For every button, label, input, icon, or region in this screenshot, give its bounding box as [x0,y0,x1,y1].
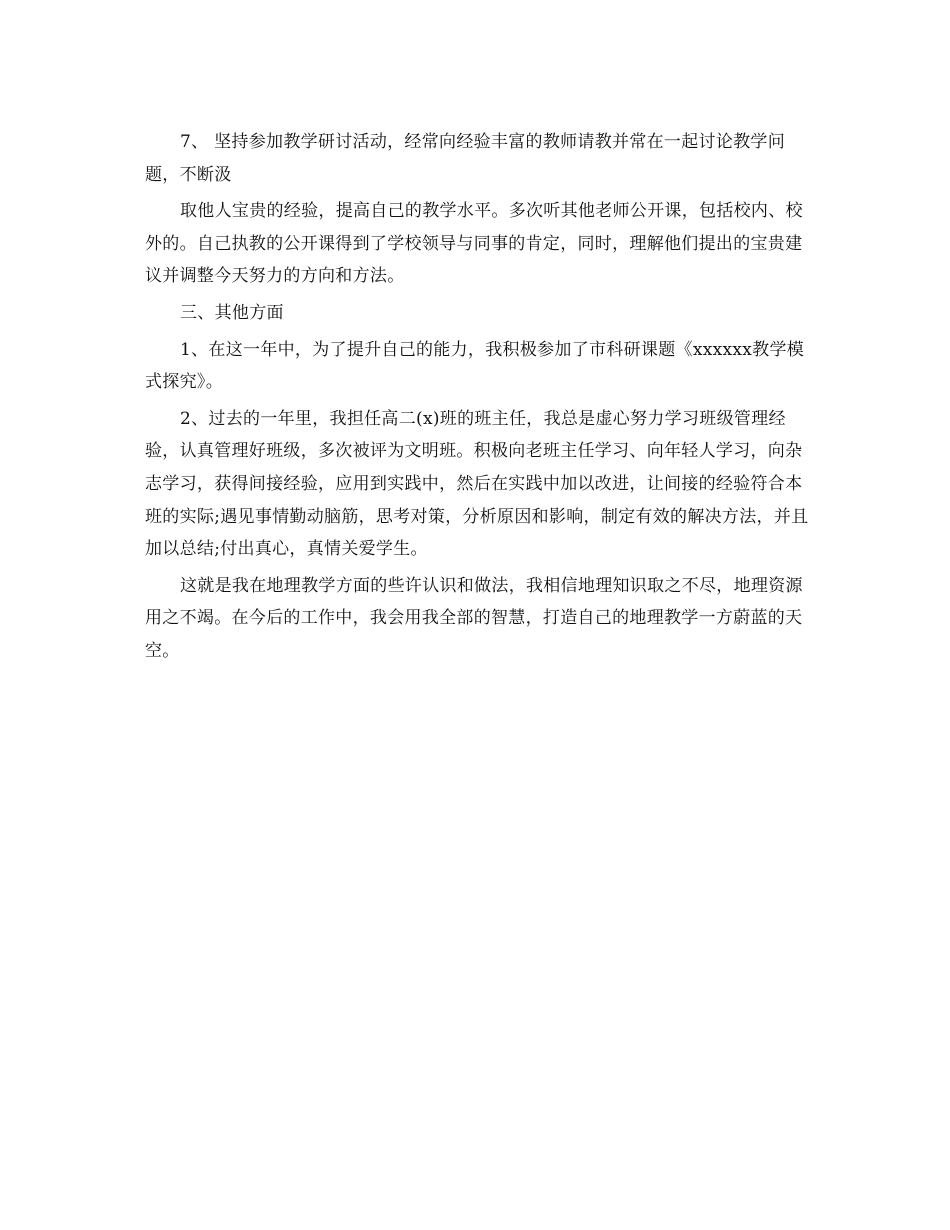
paragraph-other-1: 1、在这一年中，为了提升自己的能力，我积极参加了市科研课题《xxxxxx教学模式探究》。 [145,339,805,393]
section-heading-other-aspects: 三、其他方面 [180,302,284,323]
paragraph-item-7: 7、 坚持参加教学研讨活动，经常向经验丰富的教师请教并常在一起讨论教学问题，不断汲 [145,132,786,185]
paragraph-conclusion: 这就是我在地理教学方面的些许认识和做法，我相信地理知识取之不尽，地理资源用之不竭。在今后的工作中，我会用我全部的智慧，打造自己的地理教学一方蔚蓝的天空。 [145,575,803,661]
document-body [145,126,810,672]
paragraph-other-2: 2、过去的一年里，我担任高二(x)班的班主任，我总是虚心努力学习班级管理经验，认真管理好班级，多次被评为文明班。积极向老班主任学习、向年轻人学习，向杂志学习，获得间接经验，应用到实践中，然后在实践中加以改进，让间接的经验符合本班的实际;遇见事情勤动脑筋，思考对策，分析原因和影响，制定有效的解决方法，并且加以总结;付出真心，真情关爱学生。 [145,408,809,560]
paragraph-item-7-continued: 取他人宝贵的经验，提高自己的教学水平。多次听其他老师公开课，包括校内、校外的。自己执教的公开课得到了学校领导与同事的肯定，同时，理解他们提出的宝贵建议并调整今天努力的方向和方法。 [145,201,803,287]
